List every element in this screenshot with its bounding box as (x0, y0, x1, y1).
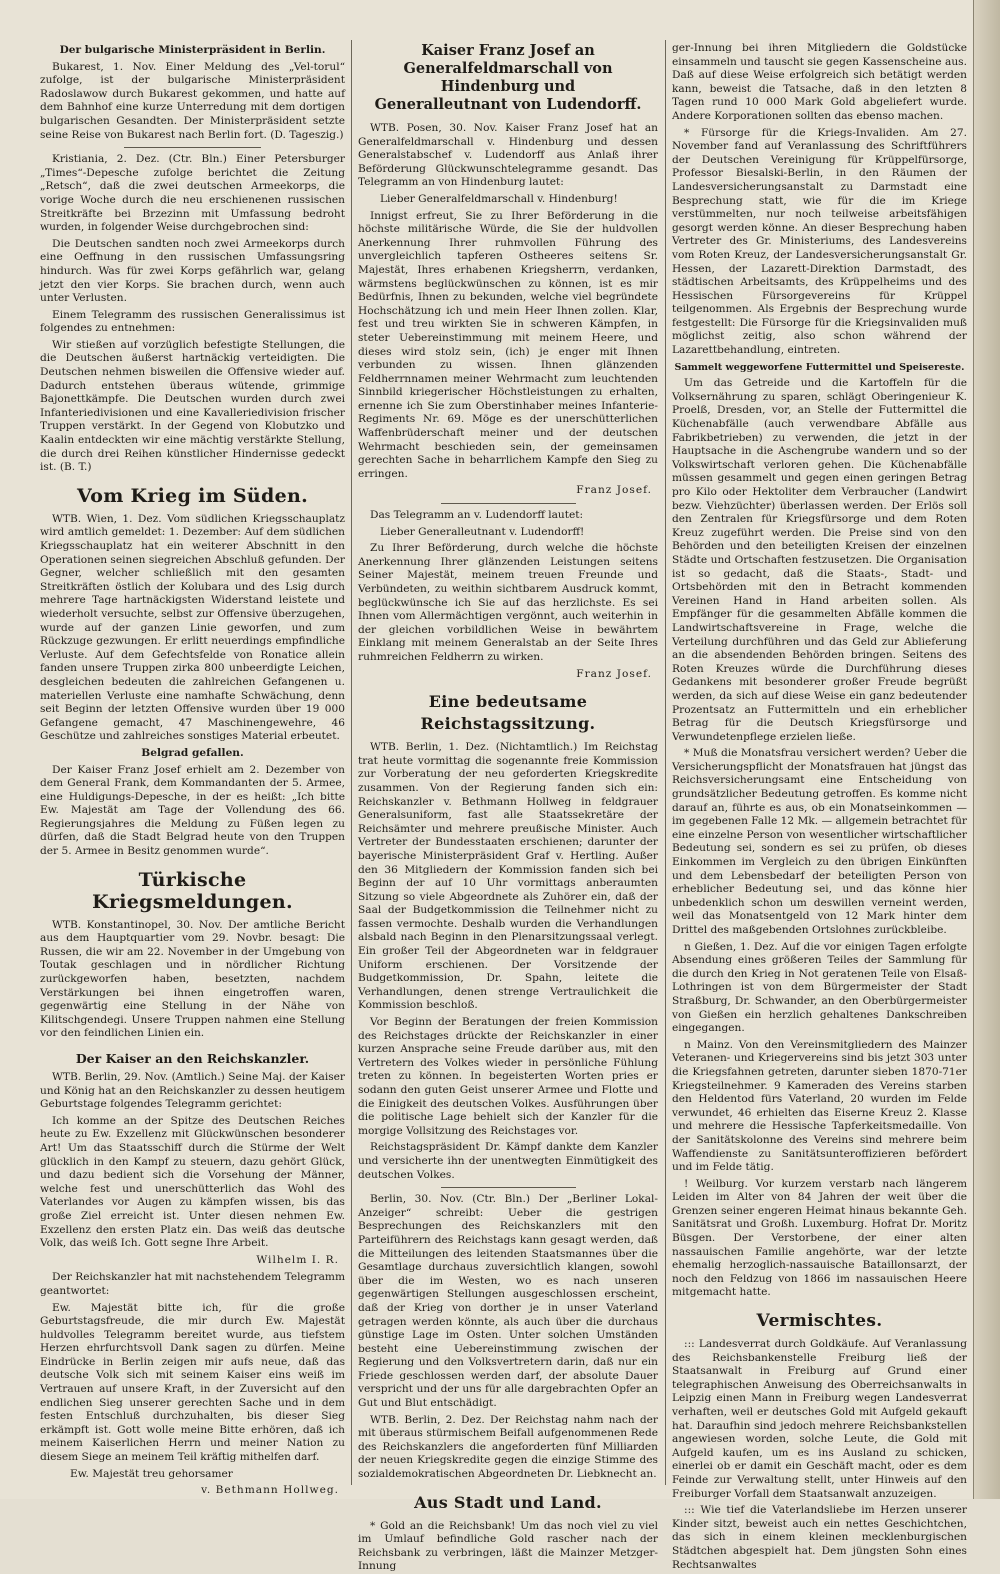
article-paragraph: Wir stießen auf vorzüglich befestigte Stellungen, die die Deutschen äußerst hartnäckig verteidigten. Die Deutschen nehmen bisweilen die Offensive wieder auf. Dadurch entstehen überaus wütende, grimmige Bajonettkämpfe. Die Deutschen wurden durch zwei Infanteriedivisionen und eine Kavalleriedivision frischer Truppen verstärkt. In der Gegend von Klobutzko und Kaalin entdeckten wir eine mächtig verstärkte Stellung, die durch drei Reihen künstlicher Hindernisse gedeckt ist. (B. T.) (40, 338, 345, 474)
article-paragraph: ger-Innung bei ihren Mitgliedern die Goldstücke einsammeln und tauscht sie gegen Kassenscheine aus. Daß auf diese Weise erfolgreich sich betätigt werden kann, beweist die Tatsache, daß in den letzten 8 Tagen rund 10 000 Mark Gold abgeliefert wurde. Andere Korporationen sollten das ebenso machen. (672, 42, 967, 122)
section-divider (124, 147, 261, 148)
article-paragraph: Kristiania, 2. Dez. (Ctr. Bln.) Einer Petersburger „Times“-Depesche zufolge berichtet die Zeitung „Retsch“, daß die zwei deutschen Armeekorps, die vorige Woche durch die neu erschienenen russischen Streitkräfte bei Brzezinn mit Umfassung bedroht wurden, in folgender Weise durchgebrochen sind: (40, 153, 345, 234)
article-paragraph: n Gießen, 1. Dez. Auf die vor einigen Tagen erfolgte Absendung eines größeren Teiles der Sammlung für die durch den Krieg in Not geratenen Teile von Elsaß-Lothringen ist von dem Bürgermeister der Stadt Straßburg, Dr. Schwander, an den Oberbürgermeister von Gießen ein herzlich gehaltenes Dankschreiben eingegangen. (672, 940, 967, 1035)
signature: v. Bethmann Hollweg. (201, 1484, 339, 1497)
article-heading-belgrad: Belgrad gefallen. (141, 746, 244, 759)
salutation: Lieber Generalfeldmarschall v. Hindenburg! (380, 192, 618, 205)
article-paragraph: Um das Getreide und die Kartoffeln für die Volksernährung zu sparen, schlägt Oberingenieur K. Proelß, Dresden, vor, an Stelle der Futtermittel die Küchenabfälle (auch verwendbare Abfälle aus Fabrikbetrieben) zu verwenden, die jetzt in der Hauptsache in die Aschengrube wandern und so der Volkswirtschaft verloren gehen. Die Küchenabfälle müssen gesammelt und gegen einen geringen Betrag pro Kilo oder Hektoliter dem Verbraucher (Landwirt bezw. Viehzüchter) überlassen werden. Der Erlös soll den Zentralen für Kriegsfürsorge und dem Roten Kreuz zugeführt werden. Die Preise sind von den Behörden und den beteiligten Kreisen der einzelnen Städte und Ortschaften festzusetzen. Die Organisation ist so gedacht, daß die Staats-, Stadt- und Ortsbehörden mit den in Betracht kommenden Vereinen Hand in Hand arbeiten sollen. Als Empfänger für die gesammelten Abfälle kommen die Landwirtschaftsvereine in Frage, welche die Verteilung durchführen und das Geld zur Ablieferung an die absendenden Behörden bringen. Seitens des Roten Kreuzes würde die Durchführung dieses Gedankens mit besonderer großer Freude begrüßt werden, da sich auf diese Weise ein ganz bedeutender Prozentsatz an Futtermitteln und ein erheblicher Betrag für die Deutsch Kriegsfürsorge und Verwundetenpflege erzielen ließe. (672, 377, 967, 743)
article-heading-stadt-land: Aus Stadt und Land. (414, 1492, 602, 1512)
article-paragraph: WTB. Berlin, 29. Nov. (Amtlich.) Seine Maj. der Kaiser und König hat an den Reichskanzler zu dessen heutigem Geburtstage folgendes Telegramm gerichtet: (40, 1071, 345, 1111)
article-paragraph: Der Kaiser Franz Josef erhielt am 2. Dezember von dem General Frank, dem Kommandanten der 5. Armee, eine Huldigungs-Depesche, in der es heißt: „Ich bitte Ew. Majestät am Tage der Vollendung des 66. Regierungsjahres die Meldung zu Füßen legen zu dürfen, daß die Stadt Belgrad heute von den Truppen der 5. Armee in Besitz genommen wurde“. (40, 763, 345, 858)
article-paragraph: Reichstagspräsident Dr. Kämpf dankte dem Kanzler und versicherte ihn der unentwegten Einmütigkeit des deutschen Volkes. (358, 1141, 658, 1181)
section-divider (441, 503, 576, 504)
article-heading-sueden: Vom Krieg im Süden. (76, 484, 309, 507)
article-heading-kanzler: Der Kaiser an den Reichskanzler. (75, 1051, 310, 1066)
article-heading-vermischtes: Vermischtes. (756, 1311, 883, 1332)
article-paragraph: * Gold an die Reichsbank! Um das noch viel zu viel im Umlauf befindliche Gold rascher nach der Reichsbank zu verbringen, läßt die Mainzer Metzger-Innung (358, 1519, 658, 1573)
article-paragraph: WTB. Berlin, 2. Dez. Der Reichstag nahm nach der mit überaus stürmischem Beifall aufgenommenen Rede des Reichskanzlers die angeforderten fünf Milliarden der neuen Kriegskredite gegen die einzige Stimme des sozialdemokratischen Abgeordneten Dr. Liebknecht an. (358, 1413, 658, 1481)
article-paragraph: n Mainz. Von den Vereinsmitgliedern des Mainzer Veteranen- und Kriegervereins sind bis jetzt 303 unter die Kriegsfahnen getreten, darunter sieben 1870-71er Kriegsteilnehmer. 9 Kameraden des Vereins starben den Heldentod fürs Vaterland, 20 wurden im Felde verwundet, 46 erhielten das Eiserne Kreuz 2. Klasse und mehrere die Hessische Tapferkeitsmedaille. Von der Sanitätskolonne des Vereins sind mehrere beim Waffendienste zu Sanitätsunteroffizieren befördert und im Felde tätig. (672, 1038, 967, 1174)
column-divider-right (665, 40, 666, 1485)
article-paragraph: Innigst erfreut, Sie zu Ihrer Beförderung in die höchste militärische Würde, die Sie der huldvollen Anerkennung Ihrer ruhmvollen Führung des unvergleichlich tapferen Ostheeres seitens Sr. Majestät, Ihres erhabenen Kriegsherrn, verdanken, wärmstens beglückwünschen zu können, ist es mir Bedürfnis, Ihnen zu bekunden, welche viel begründete Hochschätzung ich und mein Heer Ihnen zollen. Klar, fest und treu wirkten Sie in schweren Kämpfen, in steter Uebereinstimmung mit meinem Heere, und dieses wird stolz sein, (ich) je enger mit Ihnen verbunden zu wissen. Ihnen glänzenden Feldherrnnamen meiner Wehrmacht zum leuchtenden Sinnbild kriegerischer Höchstleistungen zu erhalten, ernenne ich Sie zum Oberstinhaber meines Infanterie-Regiments Nr. 69. Möge es der unerschütterlichen Waffenbrüderschaft meiner und der deutschen Wehrmacht beschieden sein, der gemeinsamen gerechten Sache in beharrlichem Kampfe den Sieg zu erringen. (358, 209, 658, 480)
article-paragraph: Bukarest, 1. Nov. Einer Meldung des „Vel-torul“ zufolge, ist der bulgarische Ministerpräsident Radoslawow durch Bukarest gekommen, und hatte auf dem Bahnhof eine kurze Unterredung mit dem dortigen bulgarischen Gesandten. Der Ministerpräsident setzte seine Reise von Bukarest nach Berlin fort. (D. Tageszig.) (40, 60, 345, 141)
article-paragraph: Der Reichskanzler hat mit nachstehendem Telegramm geantwortet: (40, 1271, 345, 1297)
article-paragraph: Das Telegramm an v. Ludendorff lautet: (370, 509, 584, 522)
section-divider (441, 1187, 576, 1188)
article-heading-franz-josef (358, 42, 658, 114)
article-heading-tuerkei: Türkische Kriegsmeldungen. (92, 868, 293, 913)
signature: Franz Josef. (576, 667, 652, 680)
article-paragraph: WTB. Konstantinopel, 30. Nov. Der amtliche Bericht aus dem Hauptquartier vom 29. Novbr. besagt: Die Russen, die wir am 22. November in der Umgebung von Toutak geschlagen und in nördlicher Richtung zurückgeworfen haben, besetzten, nachdem Verstärkungen bei ihnen eingetroffen waren, gegenwärtig eine Stellung in der Nähe von Kilitschgendegi. Unsere Truppen nahmen eine Stellung vor den feindlichen Linien ein. (40, 918, 345, 1040)
signature: Wilhelm I. R. (256, 1253, 339, 1266)
article-paragraph: Zu Ihrer Beförderung, durch welche die höchste Anerkennung Ihrer glänzenden Leistungen seitens Seiner Majestät, meinem treuen Freunde und Verbündeten, zu weithin sichtbarem Ausdruck kommt, beglückwünsche ich Sie auf das herzlichste. Es sei Ihnen vom Allermächtigen vergönnt, auch weiterhin in der gleichen vorbildlichen Weise in bewährtem Einklang mit meinem Generalstab an der Seite Ihres ruhmreichen Feldherrn zu wirken. (358, 542, 658, 663)
article-paragraph: Berlin, 30. Nov. (Ctr. Bln.) Der „Berliner Lokal-Anzeiger“ schreibt: Ueber die gestrigen Besprechungen des Reichskanzlers mit den Parteiführern des Reichstags kann gesagt werden, daß die Mitteilungen des leitenden Staatsmannes über die Gesamtlage durchaus zuversichtlich klangen, sowohl über die im Westen, wo es nach unseren gegenwärtigen Stellungen ausgeschlossen erscheint, daß der Krieg von dorther je in unser Vaterland getragen werden könnte, als auch über die durchaus günstige Lage im Osten. Unter solchen Umständen besteht eine Uebereinstimmung zwischen der Regierung und den Volksvertretern darin, daß nur ein Friede geschlossen werden darf, der absolute Dauer verspricht und der uns für alle dargebrachten Opfer an Gut und Blut entschädigt. (358, 1193, 658, 1410)
heading-line: Generalleutnant von Ludendorff. (374, 96, 642, 113)
article-heading-reichstag: Eine bedeutsame Reichstagssitzung. (420, 692, 596, 734)
article-paragraph: Ew. Majestät bitte ich, für die große Geburtstagsfreude, die mir durch Ew. Majestät huldvolles Telegramm bereitet wurde, aus tiefstem Herzen ehrfurchtsvoll Dank sagen zu dürfen. Meine Eindrücke in Berlin zeigen mir aufs neue, daß das deutsche Volk sich mit seinem Kaiser eins weiß im Vertrauen auf unsere Kraft, in der Zuversicht auf den endlichen Sieg unserer gerechten Sache und in dem festen Entschluß durchzuhalten, bis dieser Sieg erkämpft ist. Gott wolle meine Bitte erhören, daß ich meinem Kaiserlichen Herrn und meiner Nation zu diesem Siege an meinem Teil kräftig mithelfen darf. (40, 1301, 345, 1464)
signature: Franz Josef. (576, 484, 652, 497)
article-paragraph: * Muß die Monatsfrau versichert werden? Ueber die Versicherungspflicht der Monatsfrauen hat jüngst das Reichsversicherungsamt eine Entscheidung von grundsätzlicher Bedeutung getroffen. Es komme nicht darauf an, führte es aus, ob ein Monatseinkommen — im gegebenen Falle 12 Mk. — allgemein betrachtet für eine einzelne Person von wesentlicher wirtschaftlicher Bedeutung sei, sondern es sei zu prüfen, ob dieses Einkommen im Vergleich zu den übrigen Einkünften und dem Lebensbedarf der beteiligten Person von erheblicher Bedeutung sei, und das könne hier unbedenklich schon um deswillen verneint werden, weil das Monatsentgeld von 12 Mark hinter dem Drittel des maßgebenden Ortslohnes zurückbleibe. (672, 747, 967, 936)
article-paragraph: Einem Telegramm des russischen Generalissimus ist folgendes zu entnehmen: (40, 308, 345, 335)
column-3 (672, 42, 967, 1571)
article-paragraph: WTB. Berlin, 1. Dez. (Nichtamtlich.) Im Reichstag trat heute vormittag die sogenannte freie Kommission zur Vorberatung der neu geforderten Kriegskredite zusammen. Von der Regierung fanden sich ein: Reichskanzler v. Bethmann Hollweg in feldgrauer Generalsuniform, fast alle Staatssekretäre der Reichsämter und mehrere preußische Minister. Auch Vertreter der Bundesstaaten erschienen; darunter der bayerische Ministerpräsident Graf v. Hertling. Außer den 36 Mitgliedern der Kommission fanden sich bei Beginn der auf 10 Uhr vormittags anberaumten Sitzung so viele Abgeordnete als Zuhörer ein, daß der Saal der Budgetkommission die Teilnehmer nicht zu fassen vermochte. Deshalb wurden die Verhandlungen alsbald nach Beginn in den Plenarsitzungssaal verlegt. Ein großer Teil der Abgeordneten war in feldgrauer Uniform erschienen. Der Vorsitzende der Budgetkommission, Dr. Spahn, leitete die Verhandlungen, denen strenge Vertraulichkeit die Kommission beschloß. (358, 741, 658, 1012)
column-1 (40, 42, 345, 1497)
article-paragraph: Ich komme an der Spitze des Deutschen Reiches heute zu Ew. Exzellenz mit Glückwünschen besonderer Art! Um das Staatsschiff durch die Stürme der Welt glücklich in den Kampf zu steuern, dazu gehört Glück, und dazu bedient sich die Vorsehung der Männer, welche fest und unerschütterlich das Wohl des Vaterlandes vor Augen zu kämpfen wissen, bis das große Ziel erreicht ist. Unter diesen nehmen Ew. Exzellenz den ersten Platz ein. Das weiß das deutsche Volk, das weiß Ich. Gott segne Ihre Arbeit. (40, 1114, 345, 1250)
article-paragraph: ! Weilburg. Vor kurzem verstarb nach längerem Leiden im Alter von 84 Jahren der weit über die Grenzen seiner engeren Heimat hinaus bekannte Geh. Sanitätsrat und Großh. Luxemburg. Hofrat Dr. Moritz Büsgen. Der Verstorbene, der einer alten nassauischen Familie angehörte, war der letzte ehemalig herzoglich-nassauische Bataillonsarzt, der noch den Feldzug von 1866 im nassauischen Heere mitgemacht hatte. (672, 1177, 967, 1299)
article-paragraph: Die Deutschen sandten noch zwei Armeekorps durch eine Oeffnung in den russischen Umfassungsring hindurch. Was für zwei Korps gefährlich war, gelang jetzt den vier Korps. Sie brachen durch, wenn auch unter Verlusten. (40, 237, 345, 305)
article-heading-futter: Sammelt weggeworfene Futtermittel und Speisereste. (674, 361, 965, 373)
article-paragraph: ::: Wie tief die Vaterlandsliebe im Herzen unserer Kinder sitzt, beweist auch ein nettes Geschichtchen, das sich in einem kleinen mecklenburgischen Städtchen abgespielt hat. Dem jüngsten Sohn eines Rechtsanwaltes (672, 1504, 967, 1571)
heading-line: Kaiser Franz Josef an (421, 42, 595, 59)
article-paragraph: ::: Landesverrat durch Goldkäufe. Auf Veranlassung des Reichsbankenstelle Freiburg ließ der Staatsanwalt in Freiburg auf Grund einer telegraphischen Anweisung des Oberreichsanwalts in Leipzig einen Mann in Freiburg wegen Landesverrat verhaften, weil er deutsches Gold mit Aufgeld gekauft hat. Daraufhin sind jedoch mehrere Reichsbankstellen angewiesen worden, solche Leute, die Gold mit Aufgeld kaufen, um es ins Ausland zu schicken, einerlei ob er damit ein Geschäft macht, oder es dem Feinde zur Verwaltung stellt, unter Hinweis auf den Freiburger Vorfall dem Staatsanwalt anzuzeigen. (672, 1338, 967, 1500)
article-heading-bulgaria: Der bulgarische Ministerpräsident in Berlin. (59, 44, 326, 56)
page-edge (973, 0, 1000, 1499)
signature-line: Ew. Majestät treu gehorsamer (70, 1467, 233, 1480)
article-paragraph: WTB. Posen, 30. Nov. Kaiser Franz Josef hat an Generalfeldmarschall v. Hindenburg und dessen Generalstabschef v. Ludendorff aus Anlaß ihrer Beförderung Glückwunschtelegramme gesandt. Das Telegramm an von Hindenburg lautet: (358, 122, 658, 189)
article-paragraph: * Fürsorge für die Kriegs-Invaliden. Am 27. November fand auf Veranlassung des Schriftführers der Deutschen Vereinigung für Krüppelfürsorge, Professor Biesalski-Berlin, in den Räumen der Landesversicherungsanstalt zu Darmstadt eine Besprechung statt, wie für die im Kriege verstümmelten, nur noch teilweise arbeitsfähigen gesorgt werden könne. An dieser Besprechung haben Vertreter des Gr. Ministeriums, des Landesvereins vom Roten Kreuz, der Landesversicherungsanstalt Gr. Hessen, der Lazarett-Direktion Darmstadt, des städtischen Arbeitsamts, des Krüppelheims und des Hessischen Fürsorgevereins für Krüppel teilgenommen. Als Ergebnis der Besprechung wurde festgestellt: Die Fürsorge für die Kriegsinvaliden muß möglichst zeitig, also schon während der Lazarettbehandlung, eintreten. (672, 126, 967, 357)
article-paragraph: Vor Beginn der Beratungen der freien Kommission des Reichstages drückte der Reichskanzler in einer kurzen Ansprache seine Freude darüber aus, mit den Vertretern des Volkes wieder in persönliche Fühlung treten zu können. In begeisterten Worten pries er sodann den guten Geist unserer Armee und Flotte und die Einigkeit des deutschen Volkes. Ausführungen über die politische Lage behielt sich der Kanzler für die morgige Vollsitzung des Reichstages vor. (358, 1016, 658, 1137)
heading-line: Generalfeldmarschall von Hindenburg und (403, 60, 613, 95)
article-paragraph: WTB. Wien, 1. Dez. Vom südlichen Kriegsschauplatz wird amtlich gemeldet: 1. Dezember: Auf dem südlichen Kriegsschauplatz hat ein weiterer Abschnitt in den Operationen seinen siegreichen Abschluß gefunden. Der Gegner, welcher schließlich mit den gesamten Streitkräften östlich der Kolubara und des Lsig durch mehrere Tage hartnäckigsten Widerstand leistete und wiederholt versuchte, selbst zur Offensive überzugehen, wurde auf der ganzen Linie geworfen, und zum Rückzuge gezwungen. Er erlitt neuerdings empfindliche Verluste. Auf dem Gefechtsfelde von Ronatice allein fanden unsere Truppen zirka 800 unbeerdigte Leichen, desgleichen bedeuten die zahlreichen Gefangenen u. materiellen Verluste eine namhafte Schwächung, denn seit Beginn der letzten Offensive wurden über 19 000 Gefangene gemacht, 47 Maschinengewehre, 46 Geschütze und zahlreiches sonstiges Material erbeutet. (40, 512, 345, 743)
salutation: Lieber Generalleutnant v. Ludendorff! (380, 525, 585, 538)
column-divider-left (351, 40, 352, 1485)
column-2 (358, 42, 658, 1573)
